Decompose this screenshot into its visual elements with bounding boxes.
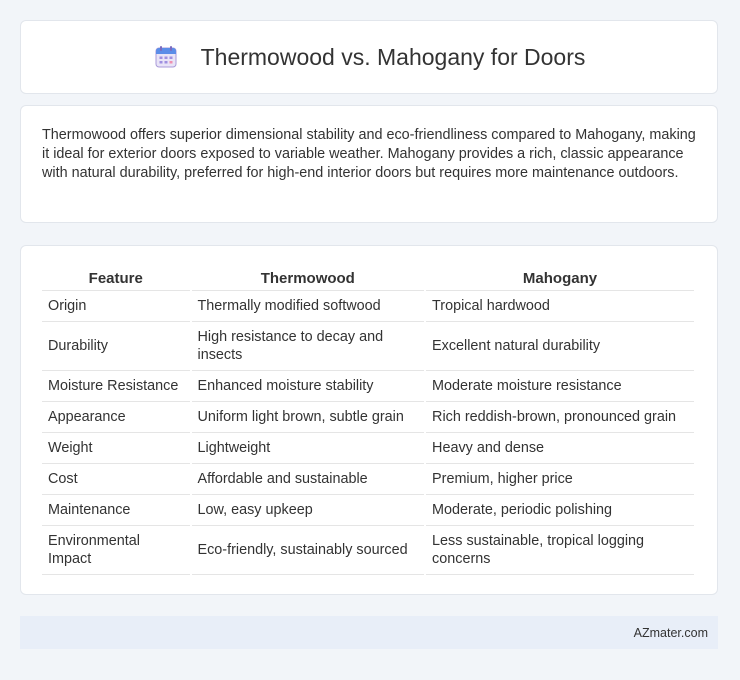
- cell-thermowood: High resistance to decay and insects: [192, 322, 425, 371]
- cell-thermowood: Uniform light brown, subtle grain: [192, 402, 425, 433]
- table-row: [42, 402, 694, 433]
- calendar-icon: [153, 44, 179, 70]
- footer-credit: AZmater.com: [633, 625, 708, 640]
- comparison-card: [20, 245, 718, 595]
- table-row: [42, 495, 694, 526]
- cell-thermowood: Enhanced moisture stability: [192, 371, 425, 402]
- summary-card: [20, 105, 718, 223]
- cell-mahogany: Moderate, periodic polishing: [426, 495, 694, 526]
- cell-mahogany: Heavy and dense: [426, 433, 694, 464]
- cell-feature: Weight: [42, 433, 190, 464]
- table-row: [42, 291, 694, 322]
- header-thermowood: Thermowood: [192, 266, 425, 291]
- table-row: [42, 433, 694, 464]
- cell-thermowood: Eco-friendly, sustainably sourced: [192, 526, 425, 575]
- cell-feature: Cost: [42, 464, 190, 495]
- table-row: [42, 464, 694, 495]
- cell-mahogany: Moderate moisture resistance: [426, 371, 694, 402]
- footer: [20, 616, 718, 649]
- cell-thermowood: Affordable and sustainable: [192, 464, 425, 495]
- cell-feature: Appearance: [42, 402, 190, 433]
- title-card: [20, 20, 718, 94]
- cell-thermowood: Lightweight: [192, 433, 425, 464]
- cell-feature: Maintenance: [42, 495, 190, 526]
- cell-thermowood: Low, easy upkeep: [192, 495, 425, 526]
- cell-mahogany: Rich reddish-brown, pronounced grain: [426, 402, 694, 433]
- cell-mahogany: Excellent natural durability: [426, 322, 694, 371]
- page-title: Thermowood vs. Mahogany for Doors: [200, 43, 586, 70]
- cell-mahogany: Premium, higher price: [426, 464, 694, 495]
- header-feature: Feature: [42, 266, 190, 291]
- table-row: [42, 526, 694, 575]
- cell-mahogany: Tropical hardwood: [426, 291, 694, 322]
- cell-thermowood: Thermally modified softwood: [192, 291, 425, 322]
- table-header-row: [42, 266, 694, 291]
- cell-feature: Origin: [42, 291, 190, 322]
- cell-mahogany: Less sustainable, tropical logging concerns: [426, 526, 694, 575]
- comparison-table: [40, 266, 696, 575]
- header-mahogany: Mahogany: [426, 266, 694, 291]
- cell-feature: Moisture Resistance: [42, 371, 190, 402]
- summary-text: Thermowood offers superior dimensional stability and eco-friendliness compared to Mahogany, making it ideal for exterior doors exposed to variable weather. Mahogany provides a rich, classic appearance with natural durability, preferred for high-end interior doors but requires more maintenance outdoors.: [42, 127, 696, 181]
- table-row: [42, 322, 694, 371]
- cell-feature: Environmental Impact: [42, 526, 190, 575]
- cell-feature: Durability: [42, 322, 190, 371]
- table-row: [42, 371, 694, 402]
